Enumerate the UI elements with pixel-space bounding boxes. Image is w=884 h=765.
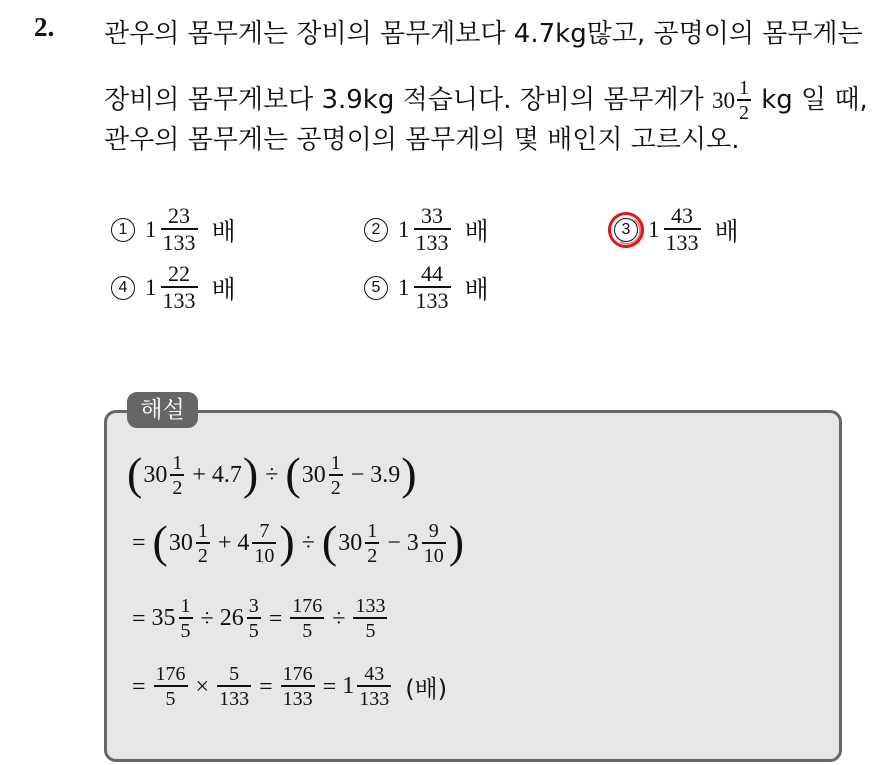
weight-fraction-numerator: 1 xyxy=(738,77,749,99)
line-2-c-whole: 30 xyxy=(338,529,363,556)
line-1-plus: + xyxy=(192,462,206,488)
line-2-d-fraction xyxy=(422,521,446,566)
line-4-c-fraction xyxy=(281,664,315,709)
choice-2-suffix: 배 xyxy=(464,216,489,246)
line-4-b-bar xyxy=(217,685,251,687)
line-2-b-bar xyxy=(252,542,276,544)
line-1-a-denominator: 2 xyxy=(172,476,183,499)
line-2-d-numerator: 9 xyxy=(428,519,439,542)
question-line-2 xyxy=(104,78,868,123)
choice-1-suffix: 배 xyxy=(211,216,236,246)
choice-5[interactable] xyxy=(364,263,489,312)
line-4-c-numerator: 176 xyxy=(282,663,313,685)
line-3-divide: ÷ xyxy=(200,605,214,632)
line-1-mixed-a xyxy=(143,453,186,498)
line-3-b-numerator: 3 xyxy=(248,595,259,617)
line-2-d-whole: 3 xyxy=(406,529,419,556)
line-2-b-fraction xyxy=(252,521,276,566)
line-1-a-numerator: 1 xyxy=(172,451,183,474)
line-4-d-fraction xyxy=(357,664,391,709)
question-line-2-before: 장비의 몸무게보다 3.9kg 적습니다. 장비의 몸무게가 xyxy=(104,85,712,115)
line-4-a-denominator: 5 xyxy=(165,688,176,710)
choice-3-fraction xyxy=(664,205,701,254)
choice-3-selected[interactable] xyxy=(614,205,739,254)
line-4-d-whole: 1 xyxy=(342,673,355,699)
line-3-a-bar xyxy=(179,617,193,619)
line-2-right-paren-2: ) xyxy=(448,516,465,567)
weight-whole: 30 xyxy=(711,88,735,113)
solution-line-3 xyxy=(126,596,389,641)
choice-2-marker: 2 xyxy=(364,218,388,242)
line-2-mixed-b xyxy=(237,521,278,566)
line-1-left-paren: ( xyxy=(127,448,143,499)
line-3-a-numerator: 1 xyxy=(180,595,191,617)
line-4-equals: = xyxy=(132,673,146,700)
choice-5-fraction xyxy=(414,263,451,312)
selection-circle-icon xyxy=(605,208,648,251)
choice-4-numerator: 22 xyxy=(168,261,190,286)
line-4-a-fraction xyxy=(154,664,188,709)
choice-3-whole: 1 xyxy=(648,216,660,242)
line-1-right-paren-2: ) xyxy=(401,448,417,499)
solution-line-1 xyxy=(126,448,418,499)
line-4-c-bar xyxy=(281,685,315,687)
line-3-a-whole: 35 xyxy=(151,605,176,631)
line-1-c-bar xyxy=(329,474,343,476)
line-1-c-whole: 30 xyxy=(301,461,326,488)
choice-4-suffix: 배 xyxy=(211,274,236,304)
line-2-b-denominator: 10 xyxy=(254,544,275,567)
line-3-d-fraction xyxy=(353,596,387,641)
line-1-d: 3.9 xyxy=(370,461,401,488)
choice-3-denominator: 133 xyxy=(665,230,699,255)
line-4-d-numerator: 43 xyxy=(364,663,385,685)
line-3-divide-2: ÷ xyxy=(332,605,346,632)
question-line-3: 관우의 몸무게는 공명이의 몸무게의 몇 배인지 고르시오. xyxy=(104,125,740,155)
line-2-divide: ÷ xyxy=(301,530,315,556)
line-4-b-fraction xyxy=(217,664,251,709)
choice-4[interactable] xyxy=(111,263,236,312)
line-4-unit: (배) xyxy=(405,675,448,703)
line-3-b-bar xyxy=(247,617,261,619)
line-3-c-numerator: 176 xyxy=(292,595,323,617)
choice-1-numerator: 23 xyxy=(168,203,190,228)
choice-3-numerator: 43 xyxy=(671,203,693,228)
choice-4-fraction xyxy=(161,263,198,312)
line-3-mixed-a xyxy=(152,596,195,641)
line-3-b-whole: 26 xyxy=(219,605,244,631)
line-2-b-whole: 4 xyxy=(237,529,250,556)
line-2-c-numerator: 1 xyxy=(367,519,378,542)
question-number: 2. xyxy=(34,12,55,42)
line-2-equals: = xyxy=(132,530,146,556)
line-2-plus: + xyxy=(217,530,232,556)
line-2-left-paren-2: ( xyxy=(321,516,338,567)
line-3-c-denominator: 5 xyxy=(302,620,313,642)
line-2-a-fraction xyxy=(196,521,210,566)
line-1-c-fraction xyxy=(329,453,343,498)
line-3-c-bar xyxy=(290,617,324,619)
line-3-b-denominator: 5 xyxy=(248,620,259,642)
choice-2-numerator: 33 xyxy=(421,203,443,228)
line-2-left-paren: ( xyxy=(152,516,168,567)
choice-5-denominator: 133 xyxy=(415,288,449,313)
line-2-a-numerator: 1 xyxy=(197,519,208,542)
solution-line-2 xyxy=(126,516,465,567)
line-3-a-fraction xyxy=(179,596,193,641)
choice-1-fraction xyxy=(161,205,198,254)
line-4-a-bar xyxy=(154,685,188,687)
line-2-a-whole: 30 xyxy=(168,529,193,556)
line-3-c-fraction xyxy=(290,596,324,641)
line-2-mixed-c xyxy=(338,521,381,566)
line-3-a-denominator: 5 xyxy=(180,620,191,642)
line-1-right-paren: ) xyxy=(242,448,259,499)
line-4-b-numerator: 5 xyxy=(229,663,240,685)
line-2-c-fraction xyxy=(365,521,379,566)
choice-1[interactable] xyxy=(111,205,236,254)
line-1-divide: ÷ xyxy=(265,462,279,488)
line-3-equals-2: = xyxy=(268,605,283,632)
choice-5-numerator: 44 xyxy=(421,261,443,286)
line-4-mixed-d xyxy=(342,664,393,709)
line-4-a-numerator: 176 xyxy=(155,663,186,685)
choice-4-denominator: 133 xyxy=(162,288,196,313)
line-2-a-bar xyxy=(196,542,210,544)
choice-5-marker: 5 xyxy=(364,276,388,300)
choice-1-marker: 1 xyxy=(111,218,135,242)
line-4-equals-2: = xyxy=(259,673,273,700)
question-line-2-after: kg 일 때, xyxy=(761,85,868,115)
line-4-c-denominator: 133 xyxy=(282,688,313,710)
question-line-1: 관우의 몸무게는 장비의 몸무게보다 4.7kg많고, 공명이의 몸무게는 xyxy=(104,19,863,49)
line-1-a-bar xyxy=(170,474,184,476)
line-1-c-denominator: 2 xyxy=(330,476,341,499)
choice-3-suffix: 배 xyxy=(714,216,739,246)
line-3-b-fraction xyxy=(247,596,261,641)
line-2-mixed-a xyxy=(169,521,212,566)
choice-3-marker xyxy=(614,218,638,242)
line-2-b-numerator: 7 xyxy=(259,519,270,542)
line-2-c-denominator: 2 xyxy=(367,544,378,567)
line-1-mixed-c xyxy=(302,453,345,498)
line-1-minus: − xyxy=(350,462,365,488)
solution-label: 해설 xyxy=(127,392,198,428)
line-3-d-bar xyxy=(353,617,387,619)
solution-line-4 xyxy=(126,664,447,709)
weight-mixed-number xyxy=(712,78,753,123)
line-2-d-bar xyxy=(422,542,446,544)
choice-3-marker-text: 3 xyxy=(621,220,631,238)
line-1-b: 4.7 xyxy=(211,461,242,488)
choice-4-marker: 4 xyxy=(111,276,135,300)
choice-2-fraction xyxy=(414,205,451,254)
weight-fraction-denominator: 2 xyxy=(738,102,749,124)
line-1-left-paren-2: ( xyxy=(285,448,301,499)
line-4-b-denominator: 133 xyxy=(219,688,250,710)
line-2-c-bar xyxy=(365,542,379,544)
line-3-equals: = xyxy=(132,605,146,632)
line-4-d-bar xyxy=(357,685,391,687)
weight-fraction xyxy=(737,78,751,123)
line-2-d-denominator: 10 xyxy=(423,544,444,567)
line-1-a-whole: 30 xyxy=(143,461,168,488)
line-1-a-fraction xyxy=(170,453,184,498)
line-4-equals-3: = xyxy=(322,673,337,700)
weight-fraction-bar xyxy=(737,99,751,101)
choice-1-whole: 1 xyxy=(145,216,157,242)
line-2-minus: − xyxy=(387,530,401,556)
choice-5-whole: 1 xyxy=(398,274,410,300)
line-2-right-paren: ) xyxy=(279,516,295,567)
choice-1-denominator: 133 xyxy=(162,230,196,255)
choice-2-whole: 1 xyxy=(398,216,410,242)
line-4-times: × xyxy=(195,673,210,700)
choice-2[interactable] xyxy=(364,205,489,254)
choice-4-whole: 1 xyxy=(145,274,157,300)
line-3-d-denominator: 5 xyxy=(365,620,376,642)
choice-5-suffix: 배 xyxy=(464,274,489,304)
line-2-mixed-d xyxy=(407,521,448,566)
line-4-d-denominator: 133 xyxy=(359,688,390,710)
line-1-c-numerator: 1 xyxy=(330,451,341,474)
line-2-a-denominator: 2 xyxy=(197,544,208,567)
choice-2-denominator: 133 xyxy=(415,230,449,255)
line-3-mixed-b xyxy=(220,596,263,641)
line-3-d-numerator: 133 xyxy=(355,595,386,617)
